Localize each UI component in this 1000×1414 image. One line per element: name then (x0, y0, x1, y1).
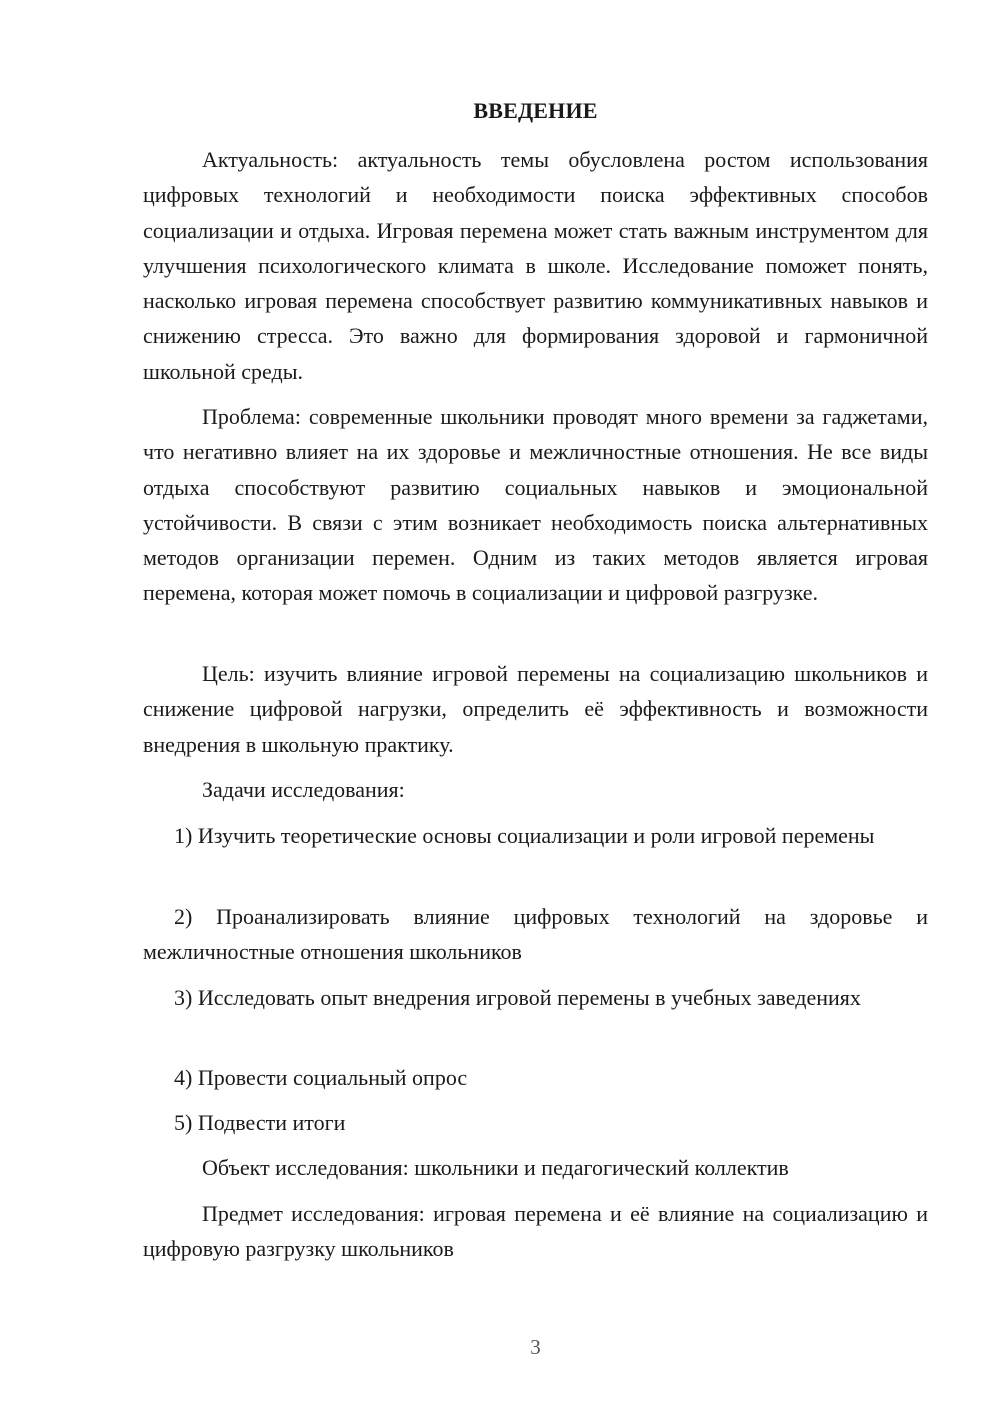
task-item-5: 5) Подвести итоги (174, 1110, 346, 1135)
relevance-paragraph: Актуальность: актуальность темы обусловлена ростом использования цифровых технологий и необходимости поиска эффективных способов социализации и отдыха. Игровая перемена может стать важным инструментом для улучшения психологического климата в школе. Исследование поможет понять, насколько игровая перемена способствует развитию коммуникативных навыков и снижению стресса. Это важно для формирования здоровой и гармоничной школьной среды. (143, 147, 928, 384)
tasks-heading: Задачи исследования: (202, 777, 405, 802)
goal-paragraph: Цель: изучить влияние игровой перемены на социализацию школьников и снижение цифровой нагрузки, определить её эффективность и возможности внедрения в школьную практику. (143, 661, 928, 757)
task-item-3: 3) Исследовать опыт внедрения игровой перемены в учебных заведениях (174, 985, 861, 1010)
problem-paragraph: Проблема: современные школьники проводят много времени за гаджетами, что негативно влияет на их здоровье и межличностные отношения. Не все виды отдыха способствуют развитию социальных навыков и эмоциональной устойчивости. В связи с этим возникает необходимость поиска альтернативных методов организации перемен. Одним из таких методов является игровая перемена, которая может помочь в социализации и цифровой разгрузке. (143, 404, 928, 606)
research-object: Объект исследования: школьники и педагогический коллектив (202, 1155, 789, 1180)
document-page (143, 0, 928, 1414)
section-heading: ВВЕДЕНИЕ (473, 98, 598, 123)
task-item-4: 4) Провести социальный опрос (174, 1065, 468, 1090)
page-number: 3 (530, 1335, 541, 1359)
task-item-2: 2) Проанализировать влияние цифровых технологий на здоровье и межличностные отношения школьников (143, 904, 928, 965)
task-item-1: 1) Изучить теоретические основы социализации и роли игровой перемены (174, 823, 875, 848)
research-subject: Предмет исследования: игровая перемена и её влияние на социализацию и цифровую разгрузку школьников (143, 1201, 928, 1262)
